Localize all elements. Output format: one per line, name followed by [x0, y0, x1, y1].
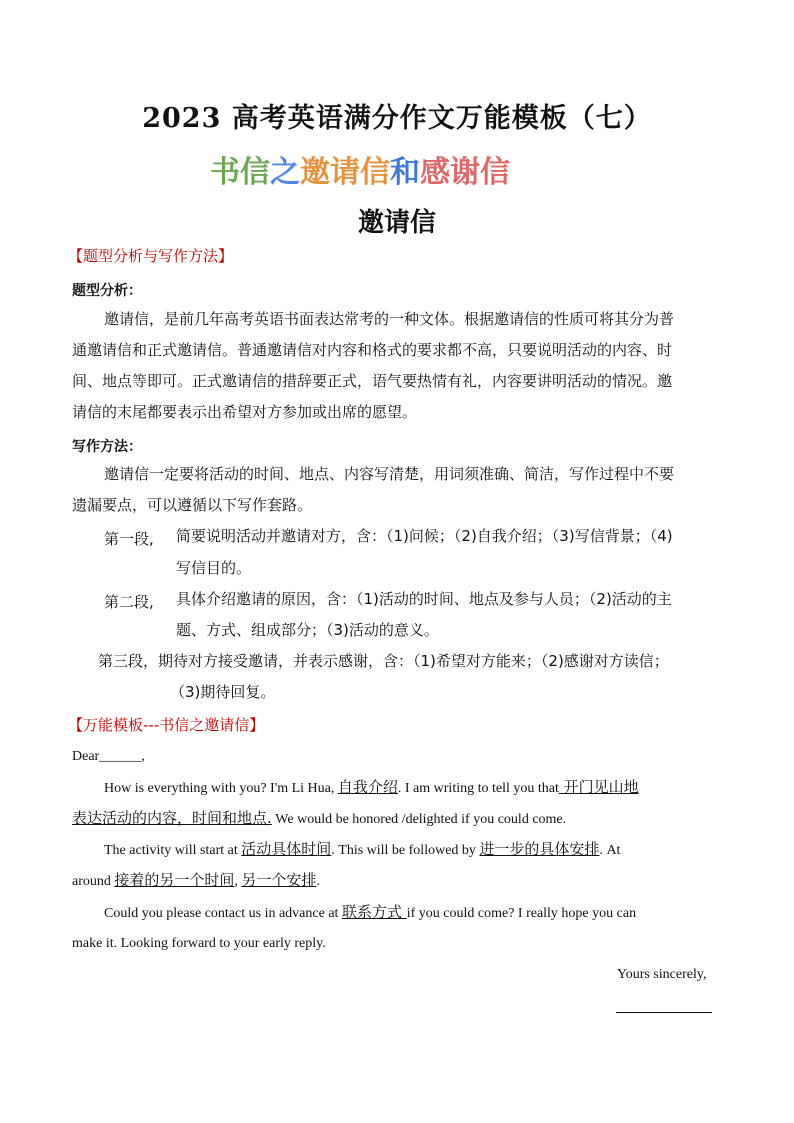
letter-line-2 — [72, 803, 566, 835]
type-analysis-line-4: 请信的末尾都要表示出希望对方参加或出席的愿望。 — [72, 403, 418, 421]
letter-placeholder-contact: 联系方式 — [341, 903, 407, 921]
section-title: 邀请信 — [357, 208, 436, 238]
letter-placeholder-self-intro: 自我介绍 — [337, 778, 398, 796]
method-line-1: 邀请信一定要将活动的时间、地点、内容写清楚，用词须准确、简洁，写作过程中不要 — [104, 465, 675, 483]
subtitle-part-letter: 书信 — [210, 155, 270, 190]
letter-line-1-text-a: How is everything with you? I'm Li Hua, — [104, 781, 338, 796]
step-3-line-1: 第三段，期待对方接受邀请，并表示感谢，含：（1)希望对方能来；（2)感谢对方读信； — [98, 652, 669, 670]
letter-line-5 — [104, 897, 636, 929]
letter-placeholder-next-arrangement: 另一个安排 — [241, 871, 317, 889]
signature-blank-line — [616, 1012, 712, 1013]
method-label: 写作方法： — [72, 439, 142, 455]
letter-line-4-text-a: around — [72, 874, 115, 889]
step-2-line-2: 题、方式、组成部分；（3)活动的意义。 — [176, 621, 439, 639]
step-2-label: 第二段, — [104, 593, 154, 611]
letter-placeholder-next-time: 接着的另一个时间 — [114, 871, 235, 889]
page-title: 2023 高考英语满分作文万能模板（七） — [142, 103, 652, 134]
subtitle-part-thanks: 感谢信 — [420, 155, 510, 190]
type-analysis-label: 题型分析： — [72, 283, 142, 299]
analysis-header: 【题型分析与写作方法】 — [68, 247, 234, 265]
subtitle-part-invitation: 邀请信 — [300, 155, 390, 190]
letter-placeholder-activity-details: 表达活动的内容，时间和地点. — [72, 809, 272, 827]
letter-line-3-text-a: The activity will start at — [104, 843, 242, 858]
letter-line-3-text-b: . This will be followed by — [331, 843, 480, 858]
subtitle-part-and: 和 — [390, 155, 420, 190]
method-line-2: 遗漏要点，可以遵循以下写作套路。 — [72, 496, 313, 514]
step-2-line-1: 具体介绍邀请的原因，含：（1)活动的时间、地点及参与人员；（2)活动的主 — [176, 590, 672, 608]
letter-line-1-text-b: . I am writing to tell you that — [397, 781, 559, 796]
letter-line-4-text-c: . — [316, 874, 320, 889]
letter-line-4 — [72, 865, 320, 897]
letter-salutation: Dear______, — [72, 749, 145, 764]
type-analysis-line-2: 通邀请信和正式邀请信。普通邀请信对内容和格式的要求都不高，只要说明活动的内容、时 — [72, 341, 673, 359]
letter-line-1 — [104, 772, 639, 804]
step-1-line-1: 简要说明活动并邀请对方，含：（1)问候；（2)自我介绍；（3)写信背景；（4) — [176, 527, 673, 545]
step-1-line-2: 写信目的。 — [176, 559, 252, 577]
subtitle — [210, 147, 510, 191]
letter-line-6: make it. Looking forward to your early reply. — [72, 936, 326, 951]
letter-line-4-text-b: , — [234, 874, 242, 889]
letter-closing: Yours sincerely, — [617, 967, 707, 982]
template-header: 【万能模板---书信之邀请信】 — [68, 716, 265, 734]
letter-line-3 — [104, 834, 620, 866]
type-analysis-line-3: 间、地点等即可。正式邀请信的措辞要正式，语气要热情有礼，内容要讲明活动的情况。邀 — [72, 372, 673, 390]
step-3-line-2: （3)期待回复。 — [170, 683, 276, 701]
subtitle-part-of: 之 — [270, 155, 300, 190]
letter-placeholder-start-time: 活动具体时间 — [241, 840, 332, 858]
step-1-label: 第一段, — [104, 530, 154, 548]
letter-line-3-text-c: . At — [599, 843, 621, 858]
letter-line-2-text: We would be honored /delighted if you could come. — [271, 812, 567, 827]
letter-line-5-text-a: Could you please contact us in advance at — [104, 906, 342, 921]
letter-line-5-text-b: if you could come? I really hope you can — [406, 906, 637, 921]
letter-placeholder-further-arrangement: 进一步的具体安排 — [479, 840, 600, 858]
type-analysis-line-1: 邀请信，是前几年高考英语书面表达常考的一种文体。根据邀请信的性质可将其分为普 — [104, 310, 675, 328]
letter-placeholder-direct-open: 开门见山地 — [558, 778, 639, 796]
